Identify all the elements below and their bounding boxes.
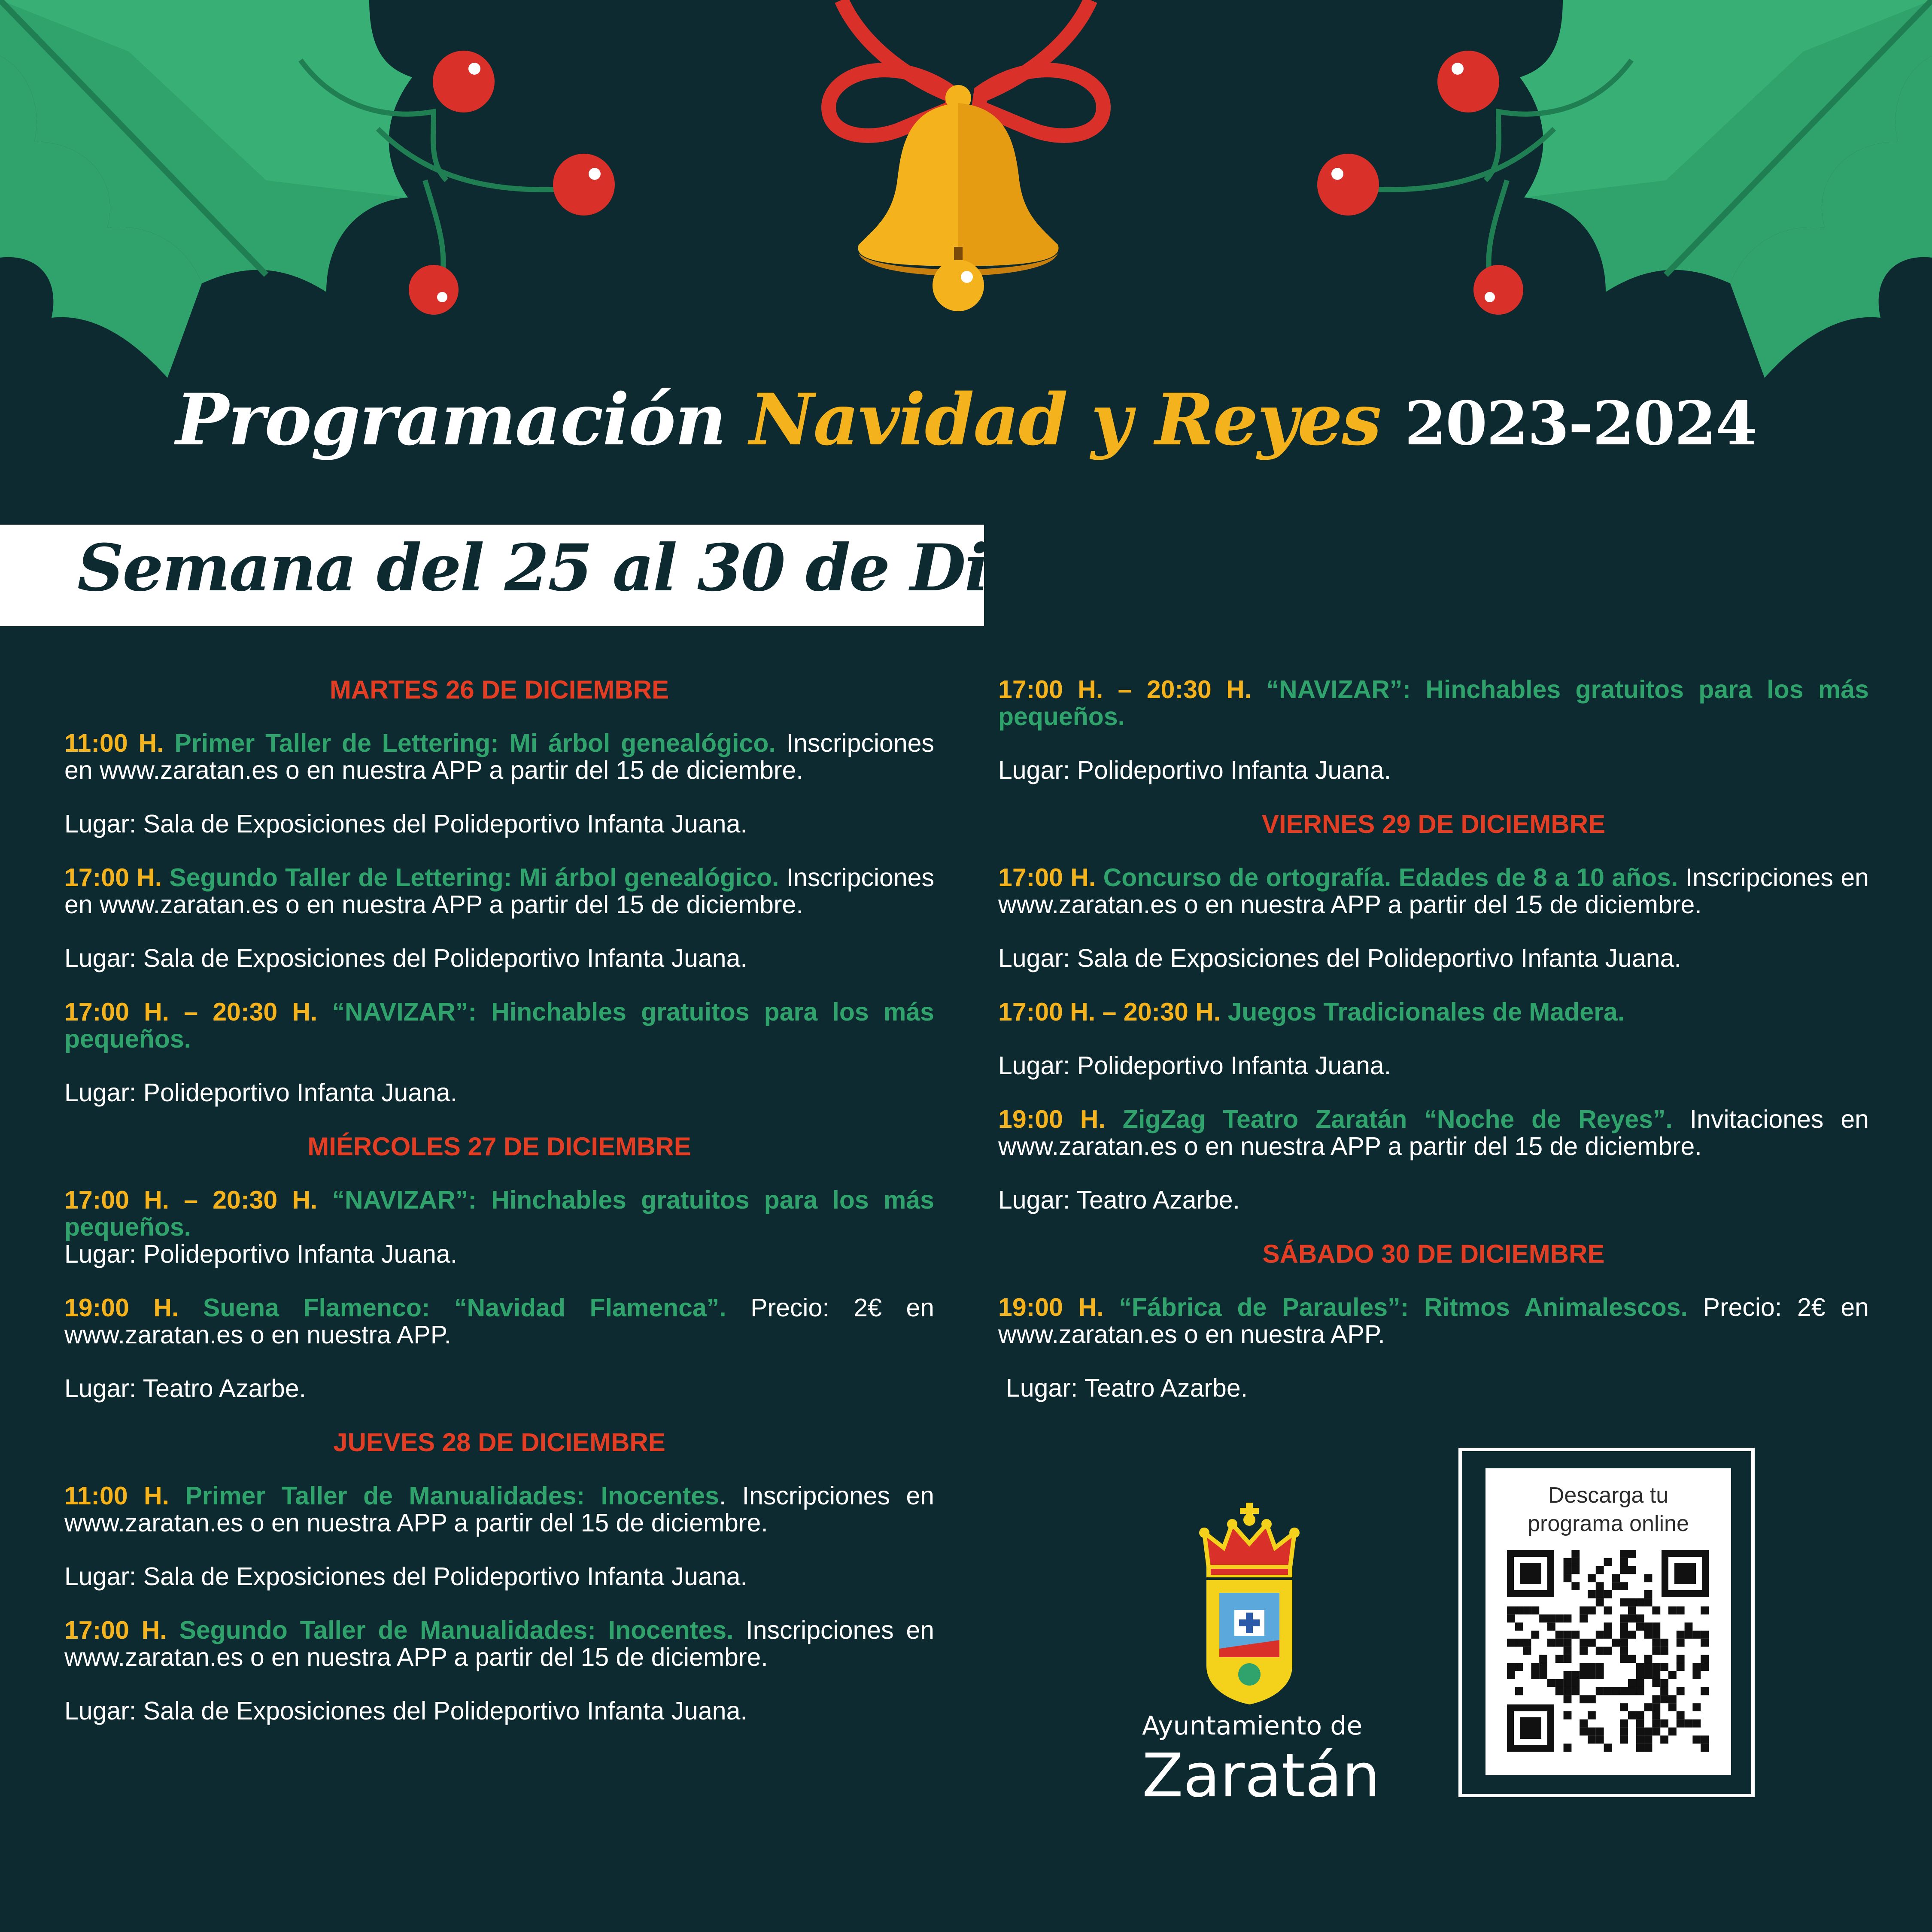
qr-module [1580,1663,1588,1671]
event-place: Lugar: Teatro Azarbe. [1006,1374,1248,1402]
qr-module [1628,1566,1636,1574]
qr-module [1628,1550,1636,1558]
qr-module [1596,1582,1604,1590]
event-title: “Fábrica de Paraules”: Ritmos Animalescos. [1119,1293,1688,1321]
qr-module [1531,1663,1539,1671]
event-title: ZigZag Teatro Zaratán “Noche de Reyes”. [1122,1105,1673,1133]
qr-module [1523,1647,1531,1655]
qr-module [1555,1631,1564,1639]
qr-module [1652,1622,1660,1631]
qr-module [1701,1663,1709,1671]
qr-module [1644,1728,1653,1736]
qr-module [1644,1590,1653,1598]
qr-module [1555,1679,1564,1687]
qr-module [1588,1663,1596,1671]
event-time: 19:00 H. [998,1293,1104,1321]
qr-module [1596,1663,1604,1671]
coat-of-arms-icon [1198,1503,1301,1704]
qr-module [1564,1679,1572,1687]
qr-module [1701,1631,1709,1639]
qr-module [1636,1622,1644,1631]
qr-module [1555,1639,1564,1647]
qr-module [1628,1614,1636,1622]
qr-module [1547,1639,1555,1647]
qr-module [1596,1590,1604,1598]
day-heading-sabado: SÁBADO 30 DE DICIEMBRE [1262,1239,1605,1268]
qr-module [1604,1558,1612,1566]
event-entry [64,730,934,784]
qr-module [1596,1735,1604,1744]
qr-module [1571,1558,1580,1566]
christmas-bell-icon [0,0,1932,326]
qr-module [1652,1703,1660,1711]
qr-module [1692,1703,1701,1711]
event-time: 17:00 H. – 20:30 H. [64,998,318,1026]
qr-module [1692,1631,1701,1639]
qr-module [1596,1687,1604,1695]
week-heading: Semana del 25 al 30 de Diciembre [77,530,1272,606]
qr-module [1685,1622,1693,1631]
qr-module [1547,1622,1555,1631]
qr-module [1668,1695,1677,1703]
qr-module [1523,1639,1531,1647]
qr-module [1620,1703,1628,1711]
qr-module [1604,1631,1612,1639]
qr-module [1660,1695,1668,1703]
event-time: 17:00 H. – 20:30 H. [64,1186,318,1214]
qr-module [1701,1639,1709,1647]
event-time: 19:00 H. [64,1294,179,1322]
event-time: 17:00 H. [64,863,162,892]
qr-module [1604,1687,1612,1695]
qr-module [1515,1639,1523,1647]
qr-module [1547,1679,1555,1687]
qr-module [1564,1744,1572,1752]
qr-module [1507,1663,1515,1671]
qr-module [1580,1639,1588,1647]
town-label: Ayuntamiento de [1142,1711,1363,1741]
qr-module [1596,1728,1604,1736]
day-heading-viernes: VIERNES 29 DE DICIEMBRE [1261,810,1606,838]
qr-module [1507,1671,1515,1679]
qr-module [1677,1711,1685,1719]
event-title: Concurso de ortografía. Edades de 8 a 10 años. [1103,863,1678,892]
event-place: Lugar: Polideportivo Infanta Juana. [64,1240,458,1268]
event-entry [64,1617,934,1671]
event-time: 11:00 H. [64,1482,170,1510]
event-place: Lugar: Polideportivo Infanta Juana. [998,1051,1391,1080]
qr-module [1564,1687,1572,1695]
qr-module [1612,1574,1620,1582]
event-place: Lugar: Teatro Azarbe. [64,1374,307,1403]
qr-module [1588,1671,1596,1679]
event-details: Inscripciones en www.zaratan.es o en nuestra APP a partir del 15 de diciembre. [64,1616,934,1671]
event-place: Lugar: Sala de Exposiciones del Polideportivo Infanta Juana. [998,944,1681,972]
qr-module [1571,1631,1580,1639]
qr-module [1564,1655,1572,1663]
qr-module [1644,1671,1653,1679]
event-place: Lugar: Polideportivo Infanta Juana. [998,756,1391,784]
title-part-navidad-reyes: Navidad y Reyes [749,378,1381,461]
qr-module [1564,1647,1572,1655]
qr-module [1636,1735,1644,1744]
qr-module [1628,1598,1636,1607]
qr-module [1685,1631,1693,1639]
qr-module [1636,1744,1644,1752]
qr-module [1628,1607,1636,1615]
qr-module [1571,1550,1580,1558]
qr-module [1564,1574,1572,1582]
qr-module [1571,1671,1580,1679]
qr-module [1620,1550,1628,1558]
qr-module [1636,1719,1644,1728]
qr-module [1523,1607,1531,1615]
qr-module [1507,1607,1515,1615]
qr-module [1660,1663,1668,1671]
qr-module [1588,1574,1596,1582]
qr-module [1539,1671,1547,1679]
qr-module [1571,1566,1580,1574]
event-time: 17:00 H. [64,1616,167,1644]
qr-module [1692,1719,1701,1728]
qr-module [1580,1728,1588,1736]
qr-module [1636,1711,1644,1719]
event-title: “NAVIZAR”: Hinchables gratuitos para los más pequeños. [64,998,934,1053]
qr-module [1588,1711,1596,1719]
event-details: Inscripciones en www.zaratan.es o en nuestra APP a partir del 15 de diciembre. [998,863,1869,919]
qr-module [1620,1598,1628,1607]
event-details: Invitaciones en www.zaratan.es o en nuestra APP a partir del 15 de diciembre. [998,1105,1869,1160]
qr-module [1620,1566,1628,1574]
qr-module [1628,1711,1636,1719]
qr-module [1660,1639,1668,1647]
town-name: Zaratán [1142,1741,1380,1811]
qr-module [1564,1711,1572,1719]
qr-module [1596,1671,1604,1679]
qr-module [1644,1631,1653,1639]
event-details: . Inscripciones en www.zaratan.es o en nuestra APP a partir del 15 de diciembre. [64,1482,934,1537]
qr-module [1596,1598,1604,1607]
event-details: Inscripciones en www.zaratan.es o en nuestra APP a partir del 15 de diciembre. [64,863,934,919]
qr-module [1612,1582,1620,1590]
qr-module [1620,1558,1628,1566]
qr-module [1668,1703,1677,1711]
qr-module [1628,1631,1636,1639]
qr-module [1539,1655,1547,1663]
qr-caption-line1: Descarga tu [1548,1483,1669,1508]
qr-module [1636,1679,1644,1687]
qr-module [1604,1607,1612,1615]
qr-module [1620,1631,1628,1639]
title-part-programacion: Programación [176,378,726,461]
qr-module [1652,1607,1660,1615]
qr-module [1652,1663,1660,1671]
qr-module [1588,1590,1596,1598]
qr-module [1531,1631,1539,1639]
event-details: Inscripciones en www.zaratan.es o en nuestra APP a partir del 15 de diciembre. [64,729,934,784]
qr-module [1580,1695,1588,1703]
qr-module [1564,1639,1572,1647]
qr-module [1644,1663,1653,1671]
qr-module [1677,1687,1685,1695]
event-title: Primer Taller de Manualidades: Inocentes [185,1482,719,1510]
qr-module [1580,1719,1588,1728]
qr-module [1571,1582,1580,1590]
qr-module [1620,1687,1628,1695]
event-title: Juegos Tradicionales de Madera. [1227,998,1625,1026]
qr-module [1612,1687,1620,1695]
qr-module [1596,1631,1604,1639]
qr-module [1660,1687,1668,1695]
qr-module [1588,1607,1596,1615]
qr-module [1515,1687,1523,1695]
qr-module [1564,1671,1572,1679]
event-place: Lugar: Polideportivo Infanta Juana. [64,1078,458,1107]
event-details: Precio: 2€ en www.zaratan.es o en nuestra APP. [998,1293,1869,1349]
qr-module [1652,1711,1660,1719]
page-title [0,378,1932,461]
qr-module [1652,1719,1660,1728]
qr-module [1636,1728,1644,1736]
event-details: Precio: 2€ en www.zaratan.es o en nuestra APP. [64,1294,934,1349]
qr-module [1701,1607,1709,1615]
qr-module [1677,1631,1685,1639]
qr-module [1644,1655,1653,1663]
qr-module [1620,1655,1628,1663]
qr-module [1555,1687,1564,1695]
qr-module [1636,1671,1644,1679]
event-title: “NAVIZAR”: Hinchables gratuitos para los más pequeños. [998,675,1869,731]
qr-module [1555,1614,1564,1622]
schedule-right-column [998,676,1869,1428]
qr-module [1604,1590,1612,1598]
event-entry [998,1106,1869,1160]
qr-module [1692,1663,1701,1671]
qr-module [1644,1574,1653,1582]
qr-module [1620,1719,1628,1728]
event-title: Segundo Taller de Lettering: Mi árbol genealógico. [169,863,779,892]
qr-module [1644,1703,1653,1711]
day-heading-miercoles: MIÉRCOLES 27 DE DICIEMBRE [307,1132,691,1161]
qr-module [1668,1607,1677,1615]
qr-module [1636,1663,1644,1671]
qr-module [1620,1614,1628,1622]
qr-module [1620,1647,1628,1655]
qr-module [1596,1566,1604,1574]
qr-module [1701,1735,1709,1744]
event-time: 11:00 H. [64,729,164,757]
qr-module [1652,1671,1660,1679]
event-entry [64,1294,934,1349]
event-place: Lugar: Sala de Exposiciones del Polideportivo Infanta Juana. [64,1562,747,1591]
qr-module [1636,1614,1644,1622]
event-entry [998,676,1869,730]
qr-module [1531,1607,1539,1615]
qr-module [1652,1679,1660,1687]
qr-module [1668,1728,1677,1736]
qr-module [1604,1744,1612,1752]
qr-module [1596,1647,1604,1655]
event-title: Suena Flamenco: “Navidad Flamenca”. [203,1294,726,1322]
qr-module [1507,1639,1515,1647]
qr-module [1652,1639,1660,1647]
qr-module [1628,1655,1636,1663]
qr-module [1604,1622,1612,1631]
qr-module [1668,1671,1677,1679]
qr-module [1628,1679,1636,1687]
qr-module [1677,1719,1685,1728]
qr-module [1636,1687,1644,1695]
qr-module [1507,1614,1515,1622]
event-title: Primer Taller de Lettering: Mi árbol genealógico. [174,729,776,757]
qr-module [1660,1719,1668,1728]
qr-module [1701,1744,1709,1752]
qr-module [1677,1663,1685,1671]
event-entry [64,864,934,918]
qr-module [1580,1647,1588,1655]
qr-module [1644,1735,1653,1744]
event-place: Lugar: Sala de Exposiciones del Polideportivo Infanta Juana. [64,1697,747,1725]
qr-module [1677,1655,1685,1663]
qr-module [1620,1622,1628,1631]
qr-module [1604,1647,1612,1655]
event-entry [64,1187,934,1241]
qr-module [1612,1639,1620,1647]
event-time: 17:00 H. – 20:30 H. [998,998,1221,1026]
qr-module [1692,1671,1701,1679]
qr-module [1539,1614,1547,1622]
qr-module [1652,1695,1660,1703]
qr-module [1685,1719,1693,1728]
qr-module [1580,1607,1588,1615]
qr-module [1620,1735,1628,1744]
qr-module [1588,1735,1596,1744]
event-time: 17:00 H. [998,863,1096,892]
qr-module [1636,1598,1644,1607]
event-entry [64,999,934,1053]
event-entry [998,999,1869,1026]
qr-module [1620,1639,1628,1647]
qr-caption-line2: programa online [1528,1511,1689,1536]
qr-module [1580,1671,1588,1679]
qr-module [1564,1631,1572,1639]
qr-module [1515,1622,1523,1631]
qr-module [1644,1598,1653,1607]
qr-module [1677,1639,1685,1647]
qr-module [1652,1647,1660,1655]
qr-module [1564,1558,1572,1566]
qr-module [1564,1614,1572,1622]
qr-module [1555,1655,1564,1663]
schedule-left-column [64,676,934,1751]
qr-module [1692,1735,1701,1744]
qr-caption [1485,1481,1731,1538]
qr-module [1539,1663,1547,1671]
day-heading-jueves: JUEVES 28 DE DICIEMBRE [333,1428,665,1457]
qr-module [1620,1728,1628,1736]
event-title: “NAVIZAR”: Hinchables gratuitos para los más pequeños. [64,1186,934,1241]
qr-module [1644,1744,1653,1752]
qr-module [1660,1679,1668,1687]
event-entry [998,1294,1869,1348]
event-place: Lugar: Teatro Azarbe. [998,1186,1240,1214]
qr-module [1588,1695,1596,1703]
qr-module [1564,1566,1572,1574]
qr-module [1515,1663,1523,1671]
qr-module [1620,1582,1628,1590]
event-time: 17:00 H. – 20:30 H. [998,675,1252,704]
qr-module [1564,1695,1572,1703]
qr-module [1652,1631,1660,1639]
event-place: Lugar: Sala de Exposiciones del Polideportivo Infanta Juana. [64,944,747,972]
event-entry [998,864,1869,918]
qr-module [1701,1687,1709,1695]
qr-code-icon[interactable] [1507,1550,1709,1752]
event-time: 19:00 H. [998,1105,1106,1133]
qr-module [1644,1622,1653,1631]
qr-module [1588,1728,1596,1736]
day-heading-martes: MARTES 26 DE DICIEMBRE [329,675,669,704]
qr-module [1677,1607,1685,1615]
qr-module [1531,1671,1539,1679]
title-part-years: 2023-2024 [1404,389,1756,459]
qr-module [1701,1655,1709,1663]
qr-module [1571,1679,1580,1687]
qr-module [1588,1639,1596,1647]
qr-module [1628,1687,1636,1695]
event-place: Lugar: Sala de Exposiciones del Polideportivo Infanta Juana. [64,810,747,838]
event-title: Segundo Taller de Manualidades: Inocentes. [179,1616,734,1644]
event-entry [64,1482,934,1537]
qr-module [1547,1614,1555,1622]
qr-module [1652,1728,1660,1736]
qr-module [1660,1735,1668,1744]
qr-module [1571,1687,1580,1695]
qr-module [1515,1607,1523,1615]
qr-module [1580,1614,1588,1622]
qr-module [1660,1647,1668,1655]
